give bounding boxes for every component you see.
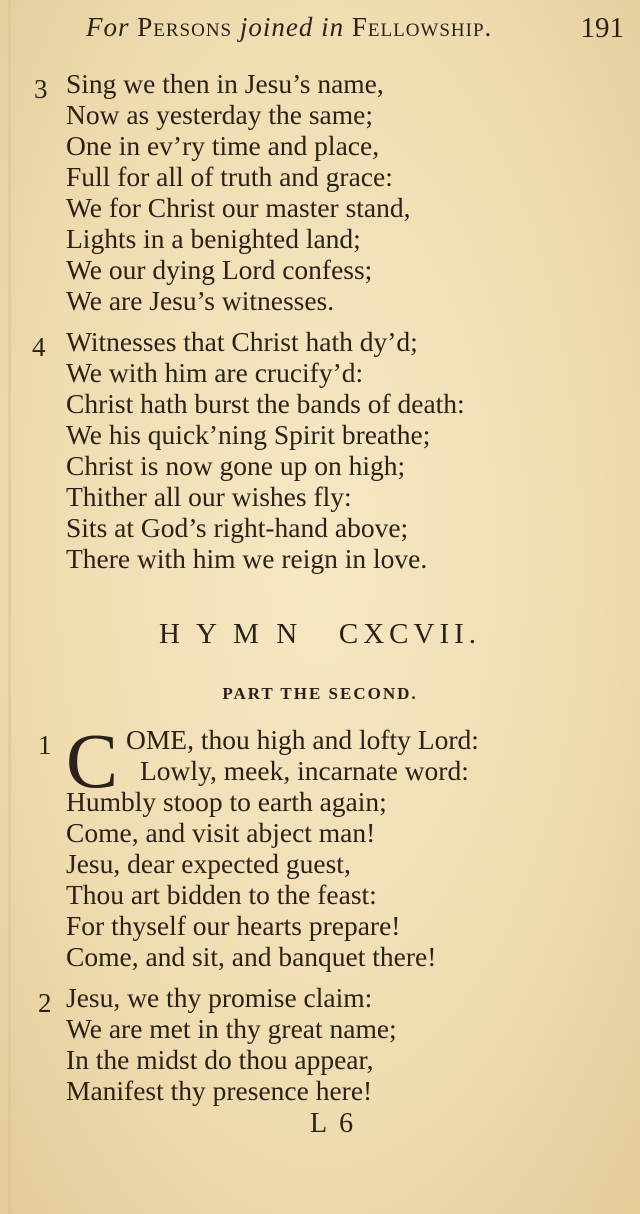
verse-line: Sits at God’s right-hand above; [66, 512, 409, 543]
page-number: 191 [580, 12, 624, 44]
running-head [86, 12, 492, 43]
verse-line: Christ is now gone up on high; [66, 450, 406, 481]
verse-line: Come, and visit abject man! [66, 817, 376, 848]
stanza-number: 2 [38, 988, 52, 1018]
verse-line: Manifest thy presence here! [66, 1075, 373, 1106]
verse-line: There with him we reign in love. [66, 543, 428, 574]
verse-line: Thither all our wishes fly: [66, 481, 352, 512]
verse-line: OME, thou high and lofty Lord: [126, 724, 479, 755]
running-head-word: joined in [239, 12, 345, 42]
verse-line: We for Christ our master stand, [66, 192, 411, 223]
verse-line: Thou art bidden to the feast: [66, 879, 377, 910]
verse-line: We his quick’ning Spirit breathe; [66, 419, 431, 450]
verse-line: Now as yesterday the same; [66, 99, 373, 130]
running-head-word: Persons [137, 12, 233, 42]
verse-line: Christ hath burst the bands of death: [66, 388, 465, 419]
verse-line: We are Jesu’s witnesses. [66, 285, 335, 316]
drop-cap: C [66, 717, 119, 804]
verse-line: In the midst do thou appear, [66, 1044, 374, 1075]
verse-line: For thyself our hearts prepare! [66, 910, 401, 941]
verse-line: Jesu, dear expected guest, [66, 848, 351, 879]
stanza-number: 1 [38, 730, 52, 760]
verse-line: Lowly, meek, incarnate word: [140, 755, 469, 786]
verse-line: Jesu, we thy promise claim: [66, 982, 373, 1013]
verse-line: Witnesses that Christ hath dy’d; [66, 326, 418, 357]
verse-line: One in ev’ry time and place, [66, 130, 380, 161]
verse-line: We with him are crucify’d: [66, 357, 364, 388]
stanza-number: 4 [32, 332, 46, 362]
verse-line: We our dying Lord confess; [66, 254, 373, 285]
verse-line: We are met in thy great name; [66, 1013, 397, 1044]
running-head-word: For [86, 12, 130, 42]
signature-mark: L 6 [310, 1108, 357, 1139]
stanza-number: 3 [34, 74, 48, 104]
running-head-word: Fellowship. [351, 12, 493, 42]
part-title: PART THE SECOND. [222, 684, 418, 703]
verse-line: Lights in a benighted land; [66, 223, 361, 254]
page-header [0, 10, 640, 46]
verse-line: Humbly stoop to earth again; [66, 786, 387, 817]
page-edge-shadow [8, 0, 11, 1214]
verse-line: Full for all of truth and grace: [66, 161, 393, 192]
hymn-title: H Y M N CXCVII. [158, 618, 482, 650]
verse-line: Sing we then in Jesu’s name, [66, 68, 384, 99]
verse-line: Come, and sit, and banquet there! [66, 941, 437, 972]
